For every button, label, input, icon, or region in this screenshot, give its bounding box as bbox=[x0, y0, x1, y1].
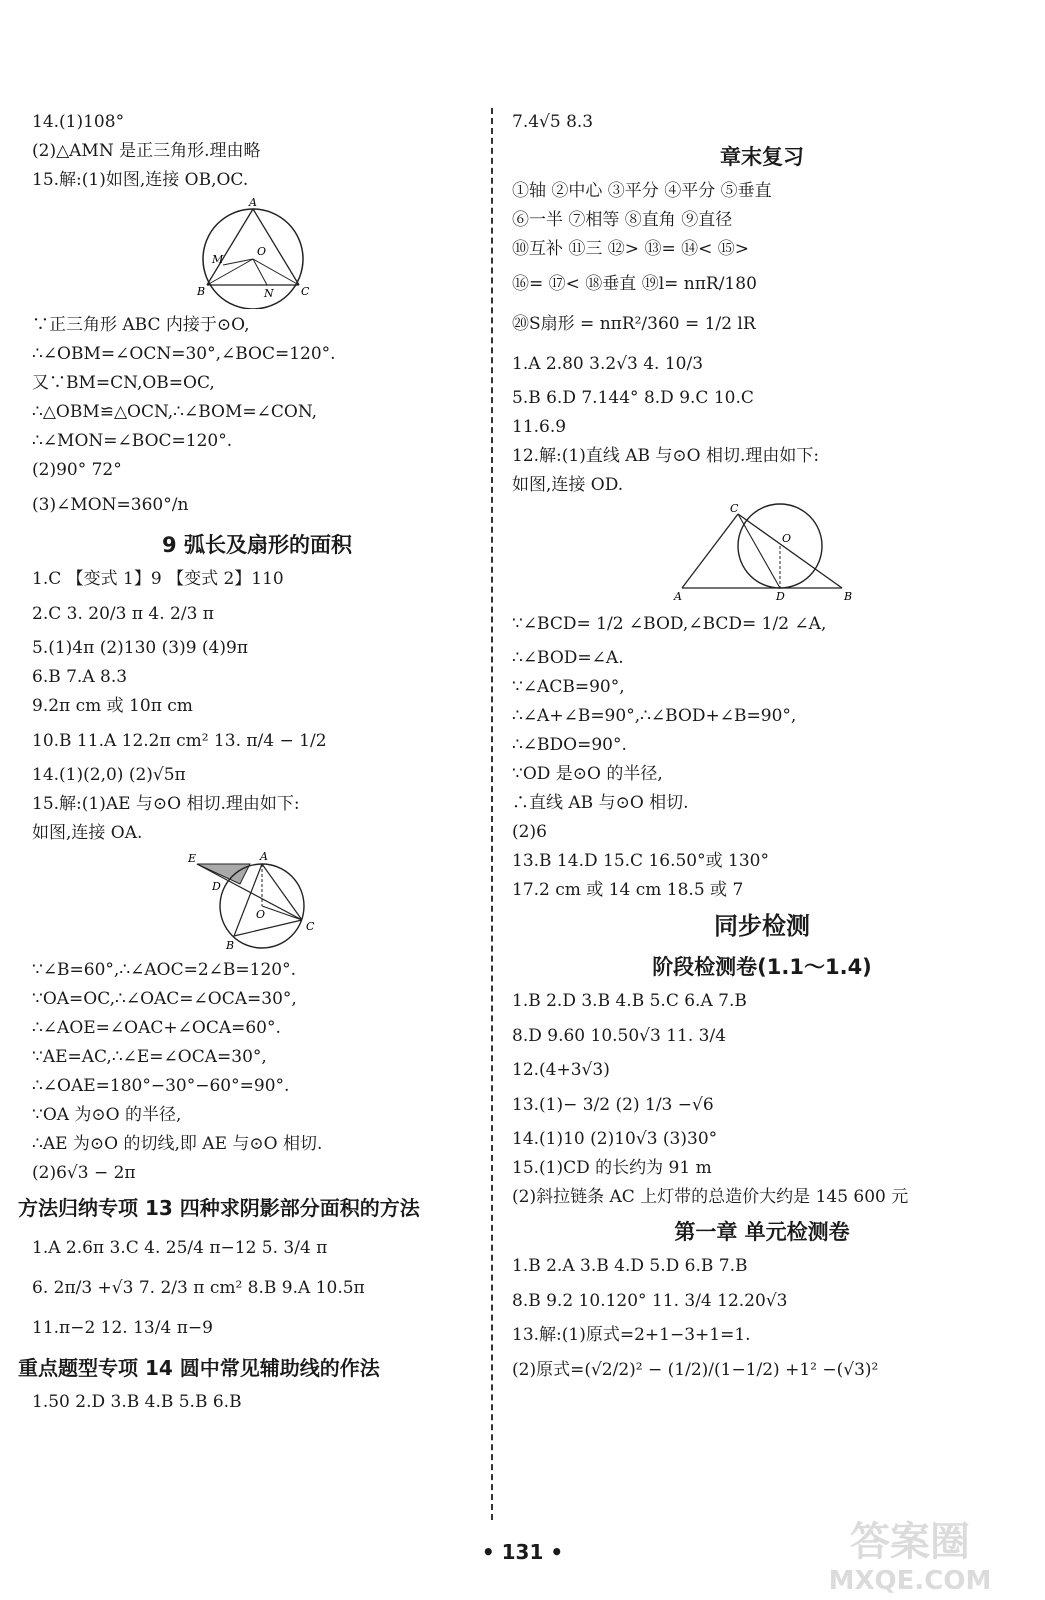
answer-line: (2)斜拉链条 AC 上灯带的总造价大约是 145 600 元 bbox=[512, 1187, 909, 1207]
answer-line: 8.B 9.2 10.120° 11. 3/4 12.20√3 bbox=[512, 1291, 788, 1311]
answer-line: ∴∠OAE=180°−30°−60°=90°. bbox=[32, 1076, 290, 1096]
answer-line: ∵∠BCD= 1/2 ∠BOD,∠BCD= 1/2 ∠A, bbox=[512, 614, 827, 634]
review-line: ①轴 ②中心 ③平分 ④平分 ⑤垂直 bbox=[512, 181, 772, 201]
answer-line: 5.(1)4π (2)130 (3)9 (4)9π bbox=[32, 638, 248, 658]
review-line: ⑥一半 ⑦相等 ⑧直角 ⑨直径 bbox=[512, 210, 733, 230]
section-heading: 同步检测 bbox=[714, 912, 810, 940]
answer-line: 13.B 14.D 15.C 16.50°或 130° bbox=[512, 851, 769, 871]
answer-line: (2)6√3 − 2π bbox=[32, 1163, 136, 1183]
right-column bbox=[512, 108, 1012, 1390]
column-divider bbox=[491, 108, 493, 1520]
answer-line: 6.B 7.A 8.3 bbox=[32, 667, 128, 687]
answer-line: (2)原式=(√2/2)² − (1/2)/(1−1/2) +1² −(√3)² bbox=[512, 1360, 879, 1380]
answer-line: ∵正三角形 ABC 内接于⊙O, bbox=[32, 315, 250, 335]
answer-line: 17.2 cm 或 14 cm 18.5 或 7 bbox=[512, 880, 744, 900]
answer-line: 5.B 6.D 7.144° 8.D 9.C 10.C bbox=[512, 388, 754, 408]
answer-line: 12.(4+3√3) bbox=[512, 1060, 610, 1080]
answer-line: (2)6 bbox=[512, 822, 547, 842]
section-heading: 阶段检测卷(1.1～1.4) bbox=[652, 955, 872, 979]
answer-line: (3)∠MON=360°/n bbox=[32, 495, 189, 515]
section-heading: 重点题型专项 14 圆中常见辅助线的作法 bbox=[18, 1356, 380, 1380]
fig3-label-d: D bbox=[776, 590, 785, 602]
fig1-label-o: O bbox=[257, 245, 267, 258]
figure-tangent-ab bbox=[662, 502, 862, 602]
page-number: • 131 • bbox=[481, 1540, 564, 1564]
answer-line: ∵OA 为⊙O 的半径, bbox=[32, 1105, 182, 1125]
answer-line: ∵OA=OC,∴∠OAC=∠OCA=30°, bbox=[32, 989, 297, 1009]
answer-line: ∴∠BDO=90°. bbox=[512, 735, 627, 755]
answer-line: 1.A 2.80 3.2√3 4. 10/3 bbox=[512, 354, 704, 374]
review-line: ⑯= ⑰< ⑱垂直 ⑲l= nπR/180 bbox=[512, 274, 757, 294]
watermark-top: 答案圈 bbox=[850, 1518, 970, 1565]
fig1-label-a: A bbox=[249, 197, 257, 209]
section-heading: 章末复习 bbox=[720, 145, 804, 169]
review-line: ⑩互补 ⑪三 ⑫> ⑬= ⑭< ⑮> bbox=[512, 239, 749, 259]
fig1-label-m: M bbox=[212, 253, 224, 266]
answer-line: ∵AE=AC,∴∠E=∠OCA=30°, bbox=[32, 1047, 267, 1067]
answer-line: 1.B 2.A 3.B 4.D 5.D 6.B 7.B bbox=[512, 1256, 748, 1276]
watermark-bottom: MXQE.COM bbox=[828, 1566, 992, 1595]
answer-line: 2.C 3. 20/3 π 4. 2/3 π bbox=[32, 604, 214, 624]
answer-line: 11.6.9 bbox=[512, 417, 567, 437]
fig2-label-b: B bbox=[226, 939, 235, 952]
fig1-label-b: B bbox=[197, 285, 206, 298]
answer-line: ∵∠ACB=90°, bbox=[512, 677, 625, 697]
review-line: ⑳S扇形 = nπR²/360 = 1/2 lR bbox=[512, 314, 756, 334]
fig2-label-d: D bbox=[212, 880, 221, 893]
answer-line: ∴∠A+∠B=90°,∴∠BOD+∠B=90°, bbox=[512, 706, 797, 726]
answer-line: 7.4√5 8.3 bbox=[512, 112, 594, 132]
answer-line: ∵∠B=60°,∴∠AOC=2∠B=120°. bbox=[32, 960, 297, 980]
answer-line: 如图,连接 OA. bbox=[32, 823, 143, 843]
section-heading: 第一章 单元检测卷 bbox=[674, 1220, 850, 1244]
answer-line: ∴∠MON=∠BOC=120°. bbox=[32, 431, 233, 451]
answer-line: 6. 2π/3 +√3 7. 2/3 π cm² 8.B 9.A 10.5π bbox=[32, 1278, 365, 1298]
answer-line: ∴∠BOD=∠A. bbox=[512, 648, 624, 668]
answer-line: 14.(1)(2,0) (2)√5π bbox=[32, 765, 186, 785]
answer-line: 15.解:(1)AE 与⊙O 相切.理由如下: bbox=[32, 794, 300, 814]
figure-inscribed-triangle bbox=[167, 197, 347, 309]
answer-line: ∴△OBM≌△OCN,∴∠BOM=∠CON, bbox=[32, 402, 318, 422]
answer-line: 1.B 2.D 3.B 4.B 5.C 6.A 7.B bbox=[512, 991, 747, 1011]
fig3-label-o: O bbox=[782, 532, 792, 545]
answer-line: ∴∠OBM=∠OCN=30°,∠BOC=120°. bbox=[32, 344, 336, 364]
answer-line: 12.解:(1)直线 AB 与⊙O 相切.理由如下: bbox=[512, 446, 820, 466]
section-heading: 方法归纳专项 13 四种求阴影部分面积的方法 bbox=[18, 1196, 420, 1220]
answer-line: 1.50 2.D 3.B 4.B 5.B 6.B bbox=[32, 1392, 242, 1412]
fig3-label-b: B bbox=[844, 590, 853, 602]
fig1-label-c: C bbox=[301, 285, 310, 298]
fig3-label-a: A bbox=[674, 590, 682, 602]
answer-line: ∴∠AOE=∠OAC+∠OCA=60°. bbox=[32, 1018, 281, 1038]
fig3-label-c: C bbox=[730, 502, 739, 515]
answer-line: 1.C 【变式 1】9 【变式 2】110 bbox=[32, 569, 284, 589]
figure-tangent-ae bbox=[182, 850, 332, 954]
answer-line: ∴直线 AB 与⊙O 相切. bbox=[512, 793, 689, 813]
section-heading: 9 弧长及扇形的面积 bbox=[162, 533, 352, 557]
fig2-label-a: A bbox=[260, 850, 268, 863]
answer-line: 15.(1)CD 的长约为 91 m bbox=[512, 1158, 712, 1178]
answer-line: 13.解:(1)原式=2+1−3+1=1. bbox=[512, 1325, 751, 1345]
left-column bbox=[18, 108, 482, 1417]
fig2-label-e: E bbox=[188, 852, 197, 865]
answer-line: 又∵BM=CN,OB=OC, bbox=[32, 373, 215, 393]
answer-line: 10.B 11.A 12.2π cm² 13. π/4 − 1/2 bbox=[32, 731, 327, 751]
answer-line: 9.2π cm 或 10π cm bbox=[32, 696, 193, 716]
fig2-label-c: C bbox=[306, 920, 315, 933]
answer-line: 15.解:(1)如图,连接 OB,OC. bbox=[32, 170, 249, 190]
answer-line: 14.(1)10 (2)10√3 (3)30° bbox=[512, 1129, 718, 1149]
fig2-label-o: O bbox=[256, 908, 266, 921]
answer-line: 8.D 9.60 10.50√3 11. 3/4 bbox=[512, 1026, 727, 1046]
fig1-label-n: N bbox=[264, 287, 274, 300]
answer-line: 14.(1)108° bbox=[32, 112, 125, 132]
answer-line: 11.π−2 12. 13/4 π−9 bbox=[32, 1318, 213, 1338]
answer-line: ∴AE 为⊙O 的切线,即 AE 与⊙O 相切. bbox=[32, 1134, 323, 1154]
watermark-logo bbox=[795, 1505, 1025, 1595]
answer-line: ∵OD 是⊙O 的半径, bbox=[512, 764, 663, 784]
answer-line: (2)90° 72° bbox=[32, 460, 122, 480]
answer-line: 1.A 2.6π 3.C 4. 25/4 π−12 5. 3/4 π bbox=[32, 1238, 328, 1258]
answer-line: 13.(1)− 3/2 (2) 1/3 −√6 bbox=[512, 1095, 714, 1115]
answer-line: (2)△AMN 是正三角形.理由略 bbox=[32, 141, 261, 161]
answer-line: 如图,连接 OD. bbox=[512, 475, 624, 495]
